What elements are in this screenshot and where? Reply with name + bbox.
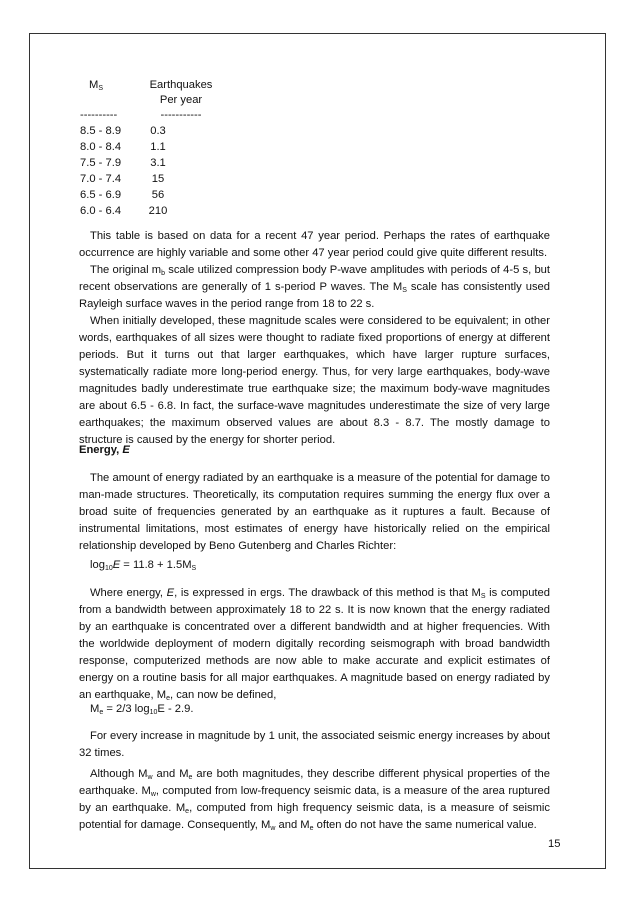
table-cell-range: 6.0 - 6.4	[80, 205, 122, 217]
table-cell-range: 7.0 - 7.4	[80, 173, 122, 185]
paragraph-original-mb: The original $m_b$ scale utilized compression body P-wave amplitudes with periods of 4-5 s, but recent observations are generally of 1 s-period P waves. The $M_S$ scale has consistently used Rayleigh surface waves in the period range from 18 to 22 s.	[79, 264, 550, 310]
table-cell-range: 8.0 - 8.4	[80, 141, 122, 153]
table-row	[0, 172, 300, 187]
table-cell-value: 56	[151, 189, 165, 201]
table-row	[0, 188, 300, 203]
table-row	[0, 140, 300, 155]
paragraph-energy-drawback: Where energy, E, is expressed in ergs. The drawback of this method is that $M_S$ is computed from a bandwidth between approximately 18 to 22 s. It is now known that the energy radiated by an earthquake is concentrated over a different bandwidth and at higher frequencies. With the worldwide deployment of modern digitally recording seismograph with broad bandwidth response, computerized methods are now able to make accurate and explicit estimates of energy on a routine basis for all major earthquakes. A magnitude based on energy radiated by an earthquake, $M_e$, can now be defined,	[79, 587, 550, 702]
table-header-ms: $M_S$	[89, 79, 103, 92]
table-row	[0, 204, 300, 219]
paragraph-mw-me: Although $M_w$ and $M_e$ are both magnitudes, they describe different physical properties of the earthquake. $M_w$, computed from low-frequency seismic data, is a measure of the area ruptured by an earthquake. $M_e$, computed from high frequency seismic data, is a measure of seismic potential for damage. Consequently, $M_w$ and $M_e$ often do not have the same numerical value.	[79, 768, 551, 832]
table-row	[0, 156, 300, 171]
table-cell-range: 6.5 - 6.9	[80, 189, 122, 201]
page-number: 15	[548, 838, 561, 850]
table-rule: -----------	[160, 109, 202, 121]
table-header-earthquakes: Earthquakes	[149, 79, 213, 91]
section-heading-energy: Energy, E	[79, 444, 130, 456]
table-cell-range: 8.5 - 8.9	[80, 125, 122, 137]
table-row	[0, 124, 300, 139]
paragraph-magnitude-scales: When initially developed, these magnitude scales were considered to be equivalent; in other words, earthquakes of all sizes were thought to radiate fixed proportions of energy at different periods. But it turns out that larger earthquakes, which have larger rupture surfaces, systematically radiate more long-period energy. Thus, for very large earthquakes, body-wave magnitudes badly underestimate true earthquake size; the maximum body-wave magnitudes are about 6.5 - 6.8. In fact, the surface-wave magnitudes underestimate the size of very large earthquakes; the maximum observed values are about 8.3 - 8.7. The mostly damage to structure is caused by the energy for shorter period.	[79, 315, 550, 446]
table-cell-value: 15	[151, 173, 165, 185]
paragraph-energy-intro: The amount of energy radiated by an earthquake is a measure of the potential for damage to man-made structures. Theoretically, its computation requires summing the energy flux over a broad suite of frequencies generated by an earthquake as it ruptures a fault. Because of instrumental limitations, most estimates of energy have historically relied on the empirical relationship developed by Beno Gutenberg and Charles Richter:	[79, 472, 550, 552]
paragraph-table-note: This table is based on data for a recent 47 year period. Perhaps the rates of earthquake occurrence are highly variable and some other 47 year period could give quite different results.	[79, 230, 550, 259]
paragraph-energy-increase: For every increase in magnitude by 1 unit, the associated seismic energy increases by about 32 times.	[79, 730, 550, 759]
table-cell-value: 3.1	[150, 157, 166, 169]
table-rule: ----------	[80, 109, 118, 121]
table-cell-value: 1.1	[150, 141, 166, 153]
table-cell-value: 0.3	[150, 125, 166, 137]
formula-me: $M_e = 2/3$ $\log_{10}E - 2.9$.	[90, 703, 194, 716]
table-cell-range: 7.5 - 7.9	[80, 157, 122, 169]
table-header-per-year: Per year	[159, 94, 203, 106]
formula-energy: $\log_{10}E = 11.8 + 1.5M_S$	[90, 559, 197, 572]
table-cell-value: 210	[148, 205, 168, 217]
magnitude-table	[0, 0, 638, 220]
